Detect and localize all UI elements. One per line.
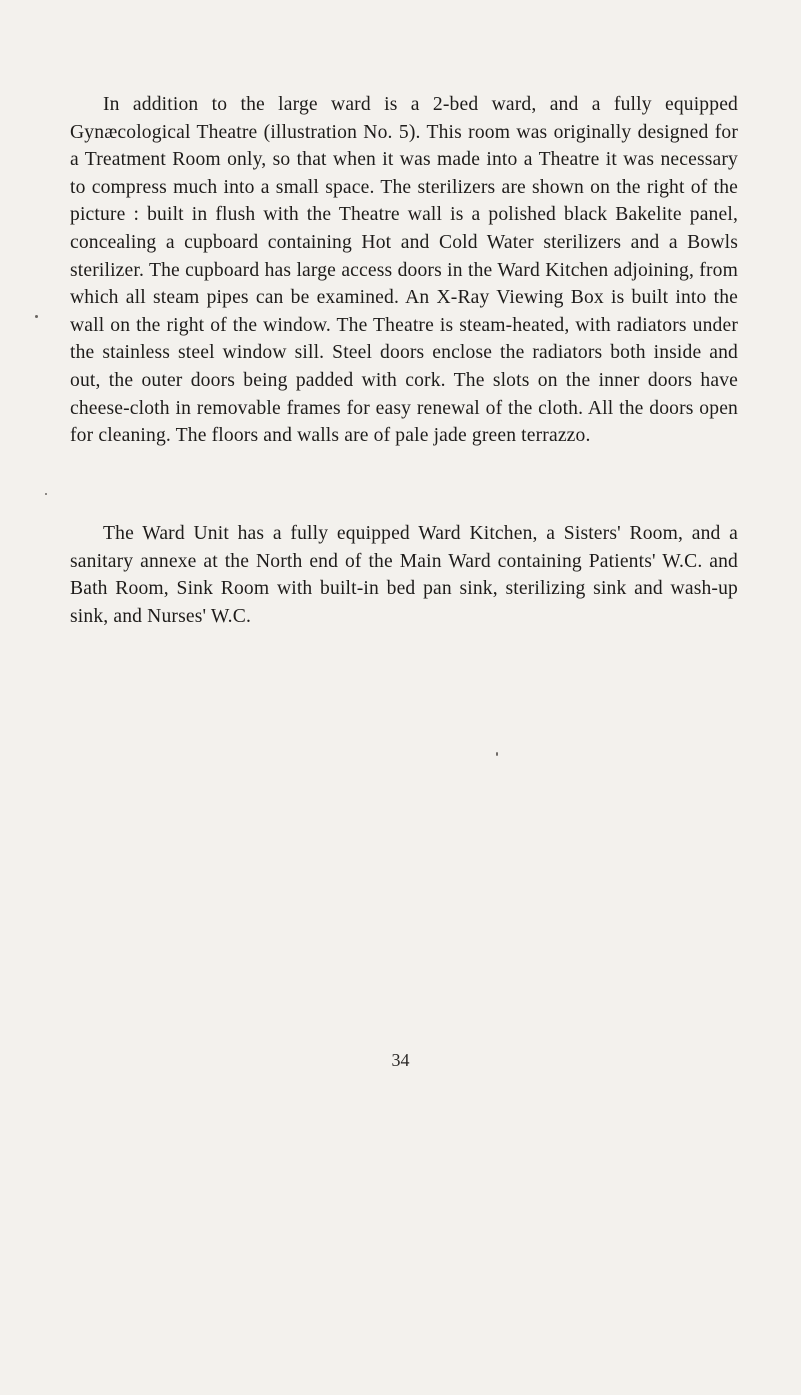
- body-paragraph-theatre: In addition to the large ward is a 2-bed ward, and a fully equipped Gynæcological Theatre (illustration No. 5). This room was originally designed for a Treatment Room only, so that when it was made into a Theatre it was necessary to compress much into a small space. The sterilizers are shown on the right of the picture : built in flush with the Theatre wall is a polished black Bakelite panel, concealing a cupboard containing Hot and Cold Water sterilizers and a Bowls sterilizer. The cupboard has large access doors in the Ward Kitchen adjoining, from which all steam pipes can be examined. An X-Ray Viewing Box is built into the wall on the right of the window. The Theatre is steam-heated, with radiators under the stainless steel window sill. Steel doors enclose the radiators both inside and out, the outer doors being padded with cork. The slots on the inner doors have cheese-cloth in removable frames for easy renewal of the cloth. All the doors open for cleaning. The floors and walls are of pale jade green terrazzo.: [70, 94, 738, 447]
- margin-speck: [45, 493, 47, 495]
- page-number: 34: [391, 1050, 410, 1070]
- body-paragraph-ward-unit: The Ward Unit has a fully equipped Ward Kitchen, a Sisters' Room, and a sanitary annexe at the North end of the Main Ward containing Patients' W.C. and Bath Room, Sink Room with built-in bed pan sink, sterilizing sink and wash-up sink, and Nurses' W.C.: [70, 523, 738, 627]
- paper-speck: [496, 752, 498, 756]
- margin-speck: [35, 315, 38, 318]
